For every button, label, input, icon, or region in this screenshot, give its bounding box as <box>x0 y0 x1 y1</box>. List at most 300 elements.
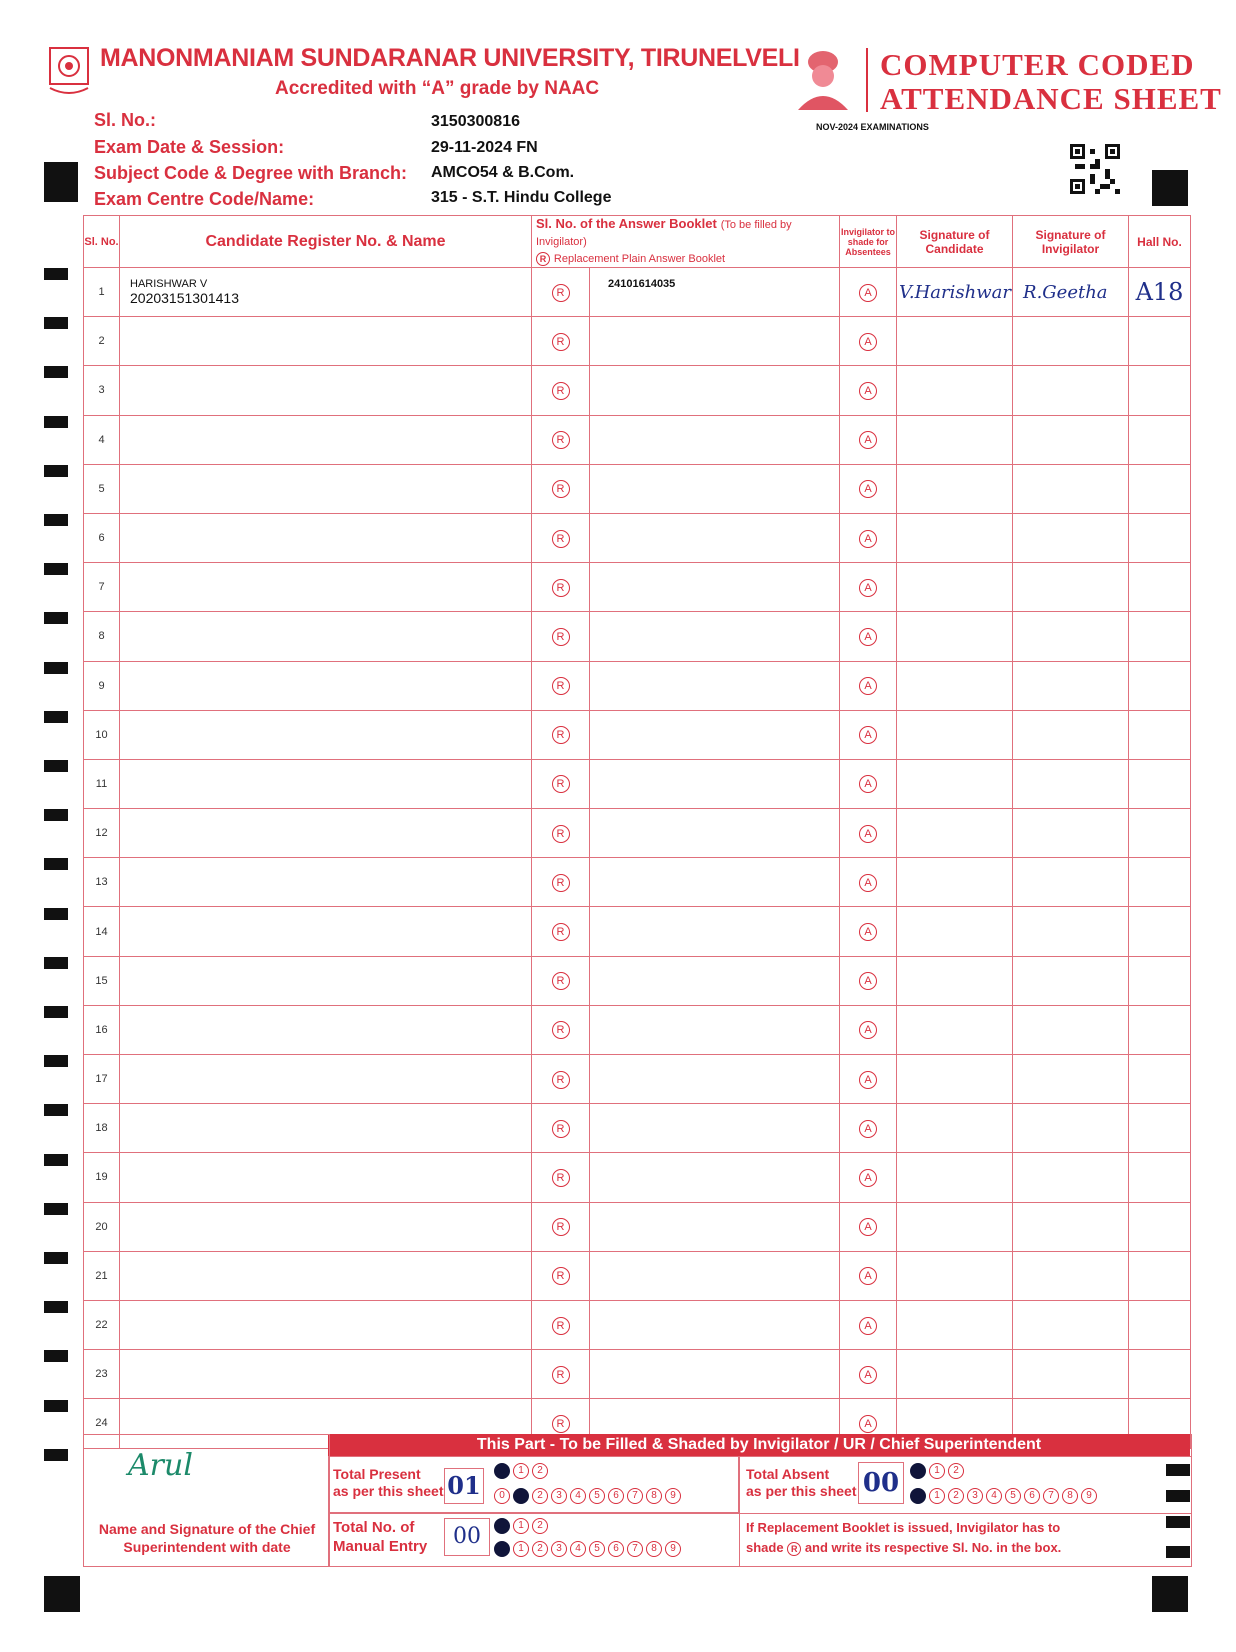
replacement-bubble-cell[interactable] <box>532 759 590 808</box>
hall-cell[interactable] <box>1129 809 1191 858</box>
invigilator-signature-cell[interactable] <box>1013 1202 1129 1251</box>
absent-bubble[interactable]: A <box>859 972 877 990</box>
row-sl-no: 15 <box>84 956 120 1005</box>
invigilator-signature-cell[interactable] <box>1013 858 1129 907</box>
absent-bubble-cell[interactable] <box>840 809 897 858</box>
invigilator-signature-cell[interactable] <box>1013 563 1129 612</box>
replacement-bubble-cell[interactable] <box>532 1202 590 1251</box>
absent-bubble[interactable]: A <box>859 431 877 449</box>
absent-bubble-cell[interactable] <box>840 1153 897 1202</box>
invigilator-signature-cell[interactable] <box>1013 1153 1129 1202</box>
candidate-signature-cell[interactable] <box>897 317 1013 366</box>
replacement-bubble[interactable]: R <box>552 923 570 941</box>
absent-bubble-cell[interactable] <box>840 612 897 661</box>
replacement-bubble[interactable]: R <box>552 431 570 449</box>
absent-bubble[interactable]: A <box>859 1366 877 1384</box>
digit-bubble[interactable]: 6 <box>1024 1488 1040 1504</box>
invigilator-signature-cell[interactable] <box>1013 710 1129 759</box>
replacement-bubble-cell[interactable] <box>532 612 590 661</box>
digit-bubble[interactable]: 0 <box>910 1463 926 1479</box>
replacement-bubble-cell[interactable] <box>532 563 590 612</box>
absent-bubble-cell[interactable] <box>840 317 897 366</box>
replacement-bubble-cell[interactable] <box>532 1300 590 1349</box>
absent-bubble-cell[interactable] <box>840 1055 897 1104</box>
manual-units-bubbles[interactable] <box>494 1540 684 1558</box>
candidate-signature-cell[interactable] <box>897 1005 1013 1054</box>
absent-bubble[interactable]: A <box>859 1021 877 1039</box>
booklet-cell[interactable] <box>590 415 840 464</box>
booklet-cell[interactable] <box>590 1055 840 1104</box>
hall-cell[interactable] <box>1129 907 1191 956</box>
row-sl-no: 12 <box>84 809 120 858</box>
hall-cell[interactable] <box>1129 661 1191 710</box>
total-present-value[interactable]: 01 <box>444 1468 484 1504</box>
booklet-cell[interactable] <box>590 759 840 808</box>
booklet-cell[interactable] <box>590 1153 840 1202</box>
col-booklet-main: Sl. No. of the Answer Booklet <box>536 216 717 231</box>
hall-cell[interactable] <box>1129 317 1191 366</box>
digit-bubble[interactable]: 2 <box>532 1463 548 1479</box>
digit-bubble[interactable]: 3 <box>551 1488 567 1504</box>
candidate-name: HARISHWAR V <box>130 278 208 291</box>
hall-cell[interactable] <box>1129 1202 1191 1251</box>
candidate-signature-cell[interactable] <box>897 710 1013 759</box>
replacement-bubble[interactable]: R <box>552 1267 570 1285</box>
digit-bubble[interactable]: 7 <box>627 1488 643 1504</box>
timing-mark <box>44 268 68 280</box>
table-row <box>84 317 1191 366</box>
booklet-cell[interactable] <box>590 268 840 317</box>
booklet-cell[interactable] <box>590 1300 840 1349</box>
digit-bubble[interactable]: 8 <box>646 1541 662 1557</box>
replacement-bubble-cell[interactable] <box>532 1055 590 1104</box>
booklet-cell[interactable] <box>590 1104 840 1153</box>
candidate-signature-cell[interactable] <box>897 612 1013 661</box>
table-row <box>84 907 1191 956</box>
booklet-cell[interactable] <box>590 858 840 907</box>
attendance-table <box>83 215 1191 1449</box>
invigilator-signature-cell[interactable] <box>1013 907 1129 956</box>
absent-bubble-cell[interactable] <box>840 759 897 808</box>
replacement-bubble[interactable]: R <box>552 480 570 498</box>
candidate-signature-cell[interactable] <box>897 464 1013 513</box>
booklet-cell[interactable] <box>590 464 840 513</box>
present-tens-bubbles[interactable] <box>494 1462 551 1480</box>
invigilator-signature-cell[interactable] <box>1013 1005 1129 1054</box>
booklet-cell[interactable] <box>590 1005 840 1054</box>
subject-value: AMCO54 & B.Com. <box>431 164 575 181</box>
row-sl-no: 22 <box>84 1300 120 1349</box>
table-row <box>84 1251 1191 1300</box>
absent-bubble-cell[interactable] <box>840 1104 897 1153</box>
replacement-bubble[interactable]: R <box>552 677 570 695</box>
invigilator-signature-cell[interactable] <box>1013 759 1129 808</box>
hall-cell[interactable] <box>1129 1153 1191 1202</box>
absent-bubble[interactable]: A <box>859 1267 877 1285</box>
candidate-cell <box>120 464 532 513</box>
university-name: MANONMANIAM SUNDARANAR UNIVERSITY, TIRUNELVELI <box>100 44 800 72</box>
invigilator-signature-cell[interactable] <box>1013 513 1129 562</box>
digit-bubble[interactable]: 9 <box>1081 1488 1097 1504</box>
digit-bubble[interactable]: 6 <box>608 1541 624 1557</box>
invigilator-signature-cell[interactable] <box>1013 464 1129 513</box>
header-divider <box>866 48 868 112</box>
digit-bubble[interactable]: 0 <box>494 1488 510 1504</box>
replacement-icon: R <box>787 1542 801 1556</box>
absent-bubble-cell[interactable] <box>840 858 897 907</box>
digit-bubble[interactable]: 8 <box>1062 1488 1078 1504</box>
hall-cell[interactable] <box>1129 612 1191 661</box>
booklet-cell[interactable] <box>590 661 840 710</box>
candidate-signature-cell[interactable] <box>897 1300 1013 1349</box>
hall-cell[interactable] <box>1129 563 1191 612</box>
digit-bubble[interactable]: 7 <box>627 1541 643 1557</box>
centre-label: Exam Centre Code/Name: <box>94 189 315 209</box>
date-value: 29-11-2024 FN <box>431 139 538 156</box>
candidate-signature-cell[interactable] <box>897 513 1013 562</box>
absent-bubble-cell[interactable] <box>840 710 897 759</box>
candidate-signature-cell[interactable] <box>897 1202 1013 1251</box>
absent-bubble[interactable]: A <box>859 530 877 548</box>
invigilator-signature-cell[interactable] <box>1013 1350 1129 1399</box>
replacement-bubble-cell[interactable] <box>532 1350 590 1399</box>
booklet-cell[interactable] <box>590 317 840 366</box>
hall-number: A18 <box>1135 278 1184 307</box>
replacement-bubble-cell[interactable] <box>532 956 590 1005</box>
candidate-signature-cell[interactable] <box>897 956 1013 1005</box>
replacement-bubble[interactable]: R <box>552 579 570 597</box>
timing-mark <box>44 1055 68 1067</box>
booklet-cell[interactable] <box>590 1202 840 1251</box>
booklet-cell[interactable] <box>590 612 840 661</box>
candidate-signature-cell[interactable] <box>897 907 1013 956</box>
hall-cell[interactable] <box>1129 1251 1191 1300</box>
timing-mark <box>44 465 68 477</box>
candidate-signature-cell[interactable] <box>897 809 1013 858</box>
absent-bubble[interactable]: A <box>859 1071 877 1089</box>
digit-bubble[interactable]: 1 <box>513 1463 529 1479</box>
replacement-bubble-cell[interactable] <box>532 268 590 317</box>
candidate-cell <box>120 759 532 808</box>
absent-bubble[interactable]: A <box>859 825 877 843</box>
candidate-signature-cell[interactable] <box>897 858 1013 907</box>
invigilator-signature-cell[interactable] <box>1013 415 1129 464</box>
hall-cell[interactable] <box>1129 1300 1191 1349</box>
timing-mark <box>44 1252 68 1264</box>
replacement-bubble-cell[interactable] <box>532 1153 590 1202</box>
absent-bubble-cell[interactable] <box>840 1251 897 1300</box>
hall-cell[interactable] <box>1129 415 1191 464</box>
digit-bubble[interactable]: 5 <box>1005 1488 1021 1504</box>
absent-bubble[interactable]: A <box>859 726 877 744</box>
absent-bubble[interactable]: A <box>859 1120 877 1138</box>
replacement-bubble-cell[interactable] <box>532 366 590 415</box>
replacement-bubble[interactable]: R <box>552 1169 570 1187</box>
replacement-bubble[interactable]: R <box>552 628 570 646</box>
digit-bubble[interactable]: 0 <box>494 1541 510 1557</box>
replacement-bubble[interactable]: R <box>552 1120 570 1138</box>
row-sl-no: 9 <box>84 661 120 710</box>
candidate-signature-cell[interactable] <box>897 661 1013 710</box>
invigilator-signature-cell[interactable] <box>1013 1055 1129 1104</box>
replacement-bubble-cell[interactable] <box>532 317 590 366</box>
corner-mark <box>1152 1576 1188 1612</box>
booklet-cell[interactable] <box>590 710 840 759</box>
hall-cell[interactable] <box>1129 1350 1191 1399</box>
invigilator-signature-cell[interactable] <box>1013 1300 1129 1349</box>
row-sl-no: 21 <box>84 1251 120 1300</box>
table-row <box>84 809 1191 858</box>
digit-bubble[interactable]: 0 <box>494 1463 510 1479</box>
hall-cell[interactable] <box>1129 1055 1191 1104</box>
digit-bubble[interactable]: 4 <box>570 1488 586 1504</box>
hall-cell[interactable] <box>1129 710 1191 759</box>
digit-bubble[interactable]: 6 <box>608 1488 624 1504</box>
row-sl-no: 13 <box>84 858 120 907</box>
digit-bubble[interactable]: 9 <box>665 1541 681 1557</box>
hall-cell[interactable] <box>1129 464 1191 513</box>
replacement-note-text: If Replacement Booklet is issued, Invigilator has to shade <box>746 1520 1061 1555</box>
candidate-signature-cell[interactable] <box>897 759 1013 808</box>
digit-bubble[interactable]: 4 <box>570 1541 586 1557</box>
digit-bubble[interactable]: 3 <box>967 1488 983 1504</box>
booklet-cell[interactable] <box>590 563 840 612</box>
digit-bubble[interactable]: 7 <box>1043 1488 1059 1504</box>
booklet-cell[interactable] <box>590 907 840 956</box>
digit-bubble[interactable]: 1 <box>929 1488 945 1504</box>
absent-bubble[interactable]: A <box>859 628 877 646</box>
hall-cell[interactable] <box>1129 1005 1191 1054</box>
absent-bubble-cell[interactable] <box>840 1300 897 1349</box>
replacement-bubble-cell[interactable] <box>532 661 590 710</box>
replacement-bubble-cell[interactable] <box>532 907 590 956</box>
absent-bubble-cell[interactable] <box>840 415 897 464</box>
replacement-bubble[interactable]: R <box>552 333 570 351</box>
booklet-cell[interactable] <box>590 1251 840 1300</box>
invigilator-signature-cell[interactable] <box>1013 809 1129 858</box>
col-sl: Sl. No. <box>84 216 120 268</box>
booklet-cell[interactable] <box>590 809 840 858</box>
absent-bubble[interactable]: A <box>859 1415 877 1433</box>
invigilator-signature-cell[interactable] <box>1013 612 1129 661</box>
replacement-bubble-cell[interactable] <box>532 1104 590 1153</box>
invigilator-signature-cell[interactable] <box>1013 956 1129 1005</box>
row-sl-no: 18 <box>84 1104 120 1153</box>
digit-bubble[interactable]: 2 <box>948 1463 964 1479</box>
booklet-cell[interactable] <box>590 1350 840 1399</box>
absent-bubble[interactable]: A <box>859 1169 877 1187</box>
manual-entry-label1: Total No. of <box>333 1519 415 1536</box>
absent-tens-bubbles[interactable] <box>910 1462 967 1480</box>
absent-bubble-cell[interactable] <box>840 661 897 710</box>
candidate-cell <box>120 1104 532 1153</box>
absent-bubble[interactable]: A <box>859 923 877 941</box>
corner-mark <box>44 1576 80 1612</box>
replacement-bubble[interactable]: R <box>552 382 570 400</box>
manual-tens-bubbles[interactable] <box>494 1517 551 1535</box>
replacement-bubble-cell[interactable] <box>532 464 590 513</box>
digit-bubble[interactable]: 2 <box>532 1488 548 1504</box>
table-row <box>84 858 1191 907</box>
digit-bubble[interactable]: 9 <box>665 1488 681 1504</box>
col-candidate: Candidate Register No. & Name <box>120 216 532 268</box>
candidate-cell <box>120 268 532 317</box>
absent-bubble-cell[interactable] <box>840 1350 897 1399</box>
replacement-bubble[interactable]: R <box>552 284 570 302</box>
centre-value: 315 - S.T. Hindu College <box>431 189 612 206</box>
replacement-bubble[interactable]: R <box>552 775 570 793</box>
replacement-bubble[interactable]: R <box>552 1071 570 1089</box>
absent-bubble-cell[interactable] <box>840 268 897 317</box>
row-sl-no: 19 <box>84 1153 120 1202</box>
absent-bubble[interactable]: A <box>859 775 877 793</box>
digit-bubble[interactable]: 3 <box>551 1541 567 1557</box>
digit-bubble[interactable]: 5 <box>589 1541 605 1557</box>
booklet-cell[interactable] <box>590 513 840 562</box>
digit-bubble[interactable]: 5 <box>589 1488 605 1504</box>
subject-label: Subject Code & Degree with Branch: <box>94 163 408 183</box>
total-present-label1: Total Present <box>333 1466 421 1482</box>
candidate-signature-cell[interactable] <box>897 1350 1013 1399</box>
table-row <box>84 464 1191 513</box>
table-row <box>84 415 1191 464</box>
absent-bubble[interactable]: A <box>859 382 877 400</box>
replacement-bubble[interactable]: R <box>552 1366 570 1384</box>
invigilator-signature-cell[interactable] <box>1013 317 1129 366</box>
footer-band: This Part - To be Filled & Shaded by Invigilator / UR / Chief Superintendent <box>328 1434 1190 1456</box>
digit-bubble[interactable]: 1 <box>513 1541 529 1557</box>
timing-mark <box>44 711 68 723</box>
replacement-bubble[interactable]: R <box>552 825 570 843</box>
replacement-bubble[interactable]: R <box>552 530 570 548</box>
total-absent-label2: as per this sheet <box>746 1483 857 1499</box>
absent-bubble-cell[interactable] <box>840 1005 897 1054</box>
university-logo <box>46 44 92 98</box>
candidate-cell <box>120 661 532 710</box>
hall-cell[interactable] <box>1129 1104 1191 1153</box>
absent-bubble[interactable]: A <box>859 1317 877 1335</box>
absent-bubble-cell[interactable] <box>840 513 897 562</box>
candidate-reg-no: 20203151301413 <box>130 290 240 307</box>
candidate-signature-cell[interactable] <box>897 366 1013 415</box>
digit-bubble[interactable]: 0 <box>910 1488 926 1504</box>
invigilator-signature-cell[interactable] <box>1013 1251 1129 1300</box>
invigilator-signature-cell[interactable] <box>1013 661 1129 710</box>
candidate-cell <box>120 1153 532 1202</box>
invigilator-signature-cell[interactable] <box>1013 1104 1129 1153</box>
table-row <box>84 1104 1191 1153</box>
digit-bubble[interactable]: 2 <box>532 1541 548 1557</box>
row-sl-no: 2 <box>84 317 120 366</box>
booklet-cell[interactable] <box>590 956 840 1005</box>
hall-cell[interactable] <box>1129 858 1191 907</box>
manual-entry-value[interactable]: 00 <box>444 1518 490 1556</box>
qr-code <box>1070 144 1120 194</box>
replacement-bubble[interactable]: R <box>552 1021 570 1039</box>
timing-mark <box>44 1350 68 1362</box>
absent-units-bubbles[interactable] <box>910 1487 1100 1505</box>
hall-cell[interactable] <box>1129 513 1191 562</box>
candidate-signature-cell[interactable] <box>897 1153 1013 1202</box>
table-row <box>84 1202 1191 1251</box>
absent-bubble-cell[interactable] <box>840 563 897 612</box>
replacement-bubble[interactable]: R <box>552 1218 570 1236</box>
invigilator-signature-cell[interactable] <box>1013 268 1129 317</box>
absent-bubble[interactable]: A <box>859 333 877 351</box>
table-row <box>84 513 1191 562</box>
total-present-label2: as per this sheet <box>333 1483 444 1499</box>
hall-cell[interactable] <box>1129 366 1191 415</box>
digit-bubble[interactable]: 1 <box>513 1518 529 1534</box>
digit-bubble[interactable]: 1 <box>513 1488 529 1504</box>
replacement-bubble-cell[interactable] <box>532 513 590 562</box>
candidate-signature-cell[interactable] <box>897 563 1013 612</box>
candidate-signature-cell[interactable] <box>897 268 1013 317</box>
row-sl-no: 14 <box>84 907 120 956</box>
replacement-bubble-cell[interactable] <box>532 415 590 464</box>
absent-bubble[interactable]: A <box>859 1218 877 1236</box>
absent-bubble-cell[interactable] <box>840 1202 897 1251</box>
digit-bubble[interactable]: 2 <box>532 1518 548 1534</box>
absent-bubble[interactable]: A <box>859 284 877 302</box>
hall-cell[interactable] <box>1129 956 1191 1005</box>
sheet-title-line1: COMPUTER CODED <box>880 47 1195 82</box>
candidate-signature-cell[interactable] <box>897 1055 1013 1104</box>
replacement-bubble-cell[interactable] <box>532 809 590 858</box>
candidate-signature-cell[interactable] <box>897 1251 1013 1300</box>
timing-mark <box>44 416 68 428</box>
digit-bubble[interactable]: 1 <box>929 1463 945 1479</box>
candidate-cell <box>120 513 532 562</box>
absent-bubble-cell[interactable] <box>840 464 897 513</box>
timing-mark <box>44 1400 68 1412</box>
invigilator-signature-cell[interactable] <box>1013 366 1129 415</box>
candidate-signature-cell[interactable] <box>897 415 1013 464</box>
digit-bubble[interactable]: 2 <box>948 1488 964 1504</box>
replacement-bubble[interactable]: R <box>552 1415 570 1433</box>
digit-bubble[interactable]: 0 <box>494 1518 510 1534</box>
booklet-cell[interactable] <box>590 366 840 415</box>
replacement-bubble[interactable]: R <box>552 726 570 744</box>
absent-bubble-cell[interactable] <box>840 956 897 1005</box>
chief-signature: Arul <box>128 1448 193 1483</box>
replacement-bubble-cell[interactable] <box>532 858 590 907</box>
hall-cell[interactable] <box>1129 268 1191 317</box>
hall-cell[interactable] <box>1129 759 1191 808</box>
replacement-bubble-cell[interactable] <box>532 1251 590 1300</box>
digit-bubble[interactable]: 4 <box>986 1488 1002 1504</box>
digit-bubble[interactable]: 8 <box>646 1488 662 1504</box>
replacement-bubble-cell[interactable] <box>532 1005 590 1054</box>
present-units-bubbles[interactable] <box>494 1487 684 1505</box>
replacement-bubble[interactable]: R <box>552 874 570 892</box>
absent-bubble[interactable]: A <box>859 579 877 597</box>
timing-mark <box>44 1104 68 1116</box>
replacement-bubble-cell[interactable] <box>532 710 590 759</box>
total-absent-label1: Total Absent <box>746 1466 830 1482</box>
candidate-cell <box>120 710 532 759</box>
absent-bubble[interactable]: A <box>859 874 877 892</box>
absent-bubble[interactable]: A <box>859 677 877 695</box>
timing-mark <box>44 1449 68 1461</box>
replacement-bubble[interactable]: R <box>552 972 570 990</box>
candidate-signature-cell[interactable] <box>897 1104 1013 1153</box>
absent-bubble[interactable]: A <box>859 480 877 498</box>
total-absent-value[interactable]: 00 <box>858 1462 904 1504</box>
replacement-bubble[interactable]: R <box>552 1317 570 1335</box>
absent-bubble-cell[interactable] <box>840 907 897 956</box>
absent-bubble-cell[interactable] <box>840 366 897 415</box>
